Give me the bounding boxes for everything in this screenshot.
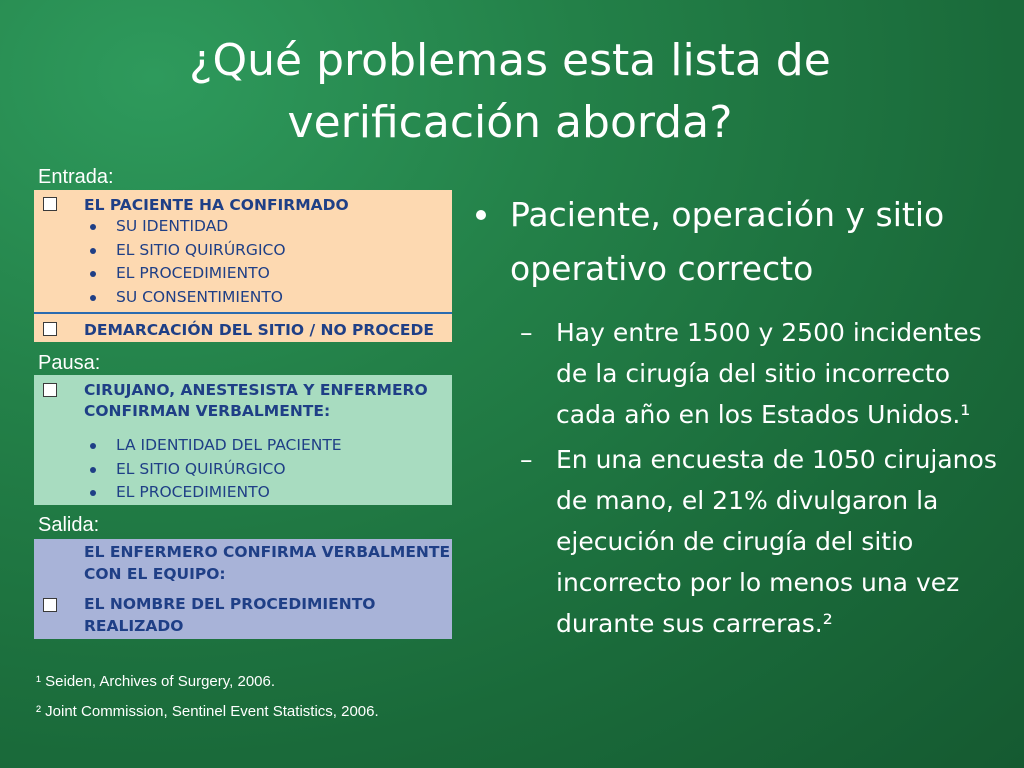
dash-icon: –: [520, 445, 533, 474]
list-item: EL PROCEDIMIENTO: [84, 481, 452, 505]
main-bullet: [470, 188, 1010, 296]
entrada-item-site-marking: [34, 320, 434, 340]
salida-intro-line: CON EL EQUIPO:: [84, 565, 226, 583]
pausa-item-verbal-confirm: [34, 375, 452, 422]
salida-intro: [34, 539, 452, 585]
checkbox-icon[interactable]: [43, 197, 57, 211]
sub-bullet-1: [470, 312, 1010, 435]
salida-checklist-box: [34, 539, 452, 639]
salida-item-line: EL NOMBRE DEL PROCEDIMIENTO: [84, 595, 376, 613]
slide-title: [90, 30, 930, 154]
pausa-item-line: CONFIRMAN VERBALMENTE:: [84, 402, 331, 420]
entrada-item-label: DEMARCACIÓN DEL SITIO / NO PROCEDE: [84, 321, 434, 339]
main-bullet-text: Paciente, operación y sitio operativo correcto: [510, 195, 945, 288]
pausa-label: Pausa:: [38, 352, 101, 374]
salida-item-procedure-name: [34, 593, 452, 637]
checkbox-icon[interactable]: [43, 598, 57, 612]
salida-intro-line: EL ENFERMERO CONFIRMA VERBALMENTE: [84, 543, 451, 561]
entrada-item-patient-confirmed: [34, 190, 452, 215]
checkbox-icon[interactable]: [43, 383, 57, 397]
content-area: [470, 188, 1010, 644]
list-item: SU IDENTIDAD: [84, 215, 452, 239]
pausa-bullet-list: [84, 434, 452, 505]
footnote-2: ² Joint Commission, Sentinel Event Statistics, 2006.: [36, 703, 379, 720]
salida-item-line: REALIZADO: [84, 617, 184, 635]
entrada-checklist-box: [34, 190, 452, 342]
entrada-bullet-list: [84, 215, 452, 309]
sub-bullet-text: Hay entre 1500 y 2500 incidentes de la cirugía del sitio incorrecto cada año en los Estados Unidos.¹: [556, 318, 982, 429]
entrada-label: Entrada:: [38, 166, 114, 188]
list-item: EL SITIO QUIRÚRGICO: [84, 239, 452, 263]
salida-label: Salida:: [38, 514, 100, 536]
list-item: SU CONSENTIMIENTO: [84, 286, 452, 310]
list-item: EL SITIO QUIRÚRGICO: [84, 458, 452, 482]
list-item: EL PROCEDIMIENTO: [84, 262, 452, 286]
dash-icon: –: [520, 318, 533, 347]
title-line-2: verificación aborda?: [287, 97, 733, 148]
sub-bullet-text: En una encuesta de 1050 cirujanos de mano, el 21% divulgaron la ejecución de cirugía del sitio incorrecto por lo menos una vez durante sus carreras.²: [556, 445, 997, 638]
pausa-checklist-box: [34, 375, 452, 505]
bullet-icon: [476, 210, 486, 220]
entrada-item-label: EL PACIENTE HA CONFIRMADO: [84, 196, 349, 214]
footnote-1: ¹ Seiden, Archives of Surgery, 2006.: [36, 673, 276, 690]
checkbox-icon[interactable]: [43, 322, 57, 336]
title-line-1: ¿Qué problemas esta lista de: [189, 35, 831, 86]
divider: [34, 312, 452, 314]
list-item: LA IDENTIDAD DEL PACIENTE: [84, 434, 452, 458]
pausa-item-line: CIRUJANO, ANESTESISTA Y ENFERMERO: [84, 381, 428, 399]
sub-bullet-2: [470, 439, 1010, 644]
